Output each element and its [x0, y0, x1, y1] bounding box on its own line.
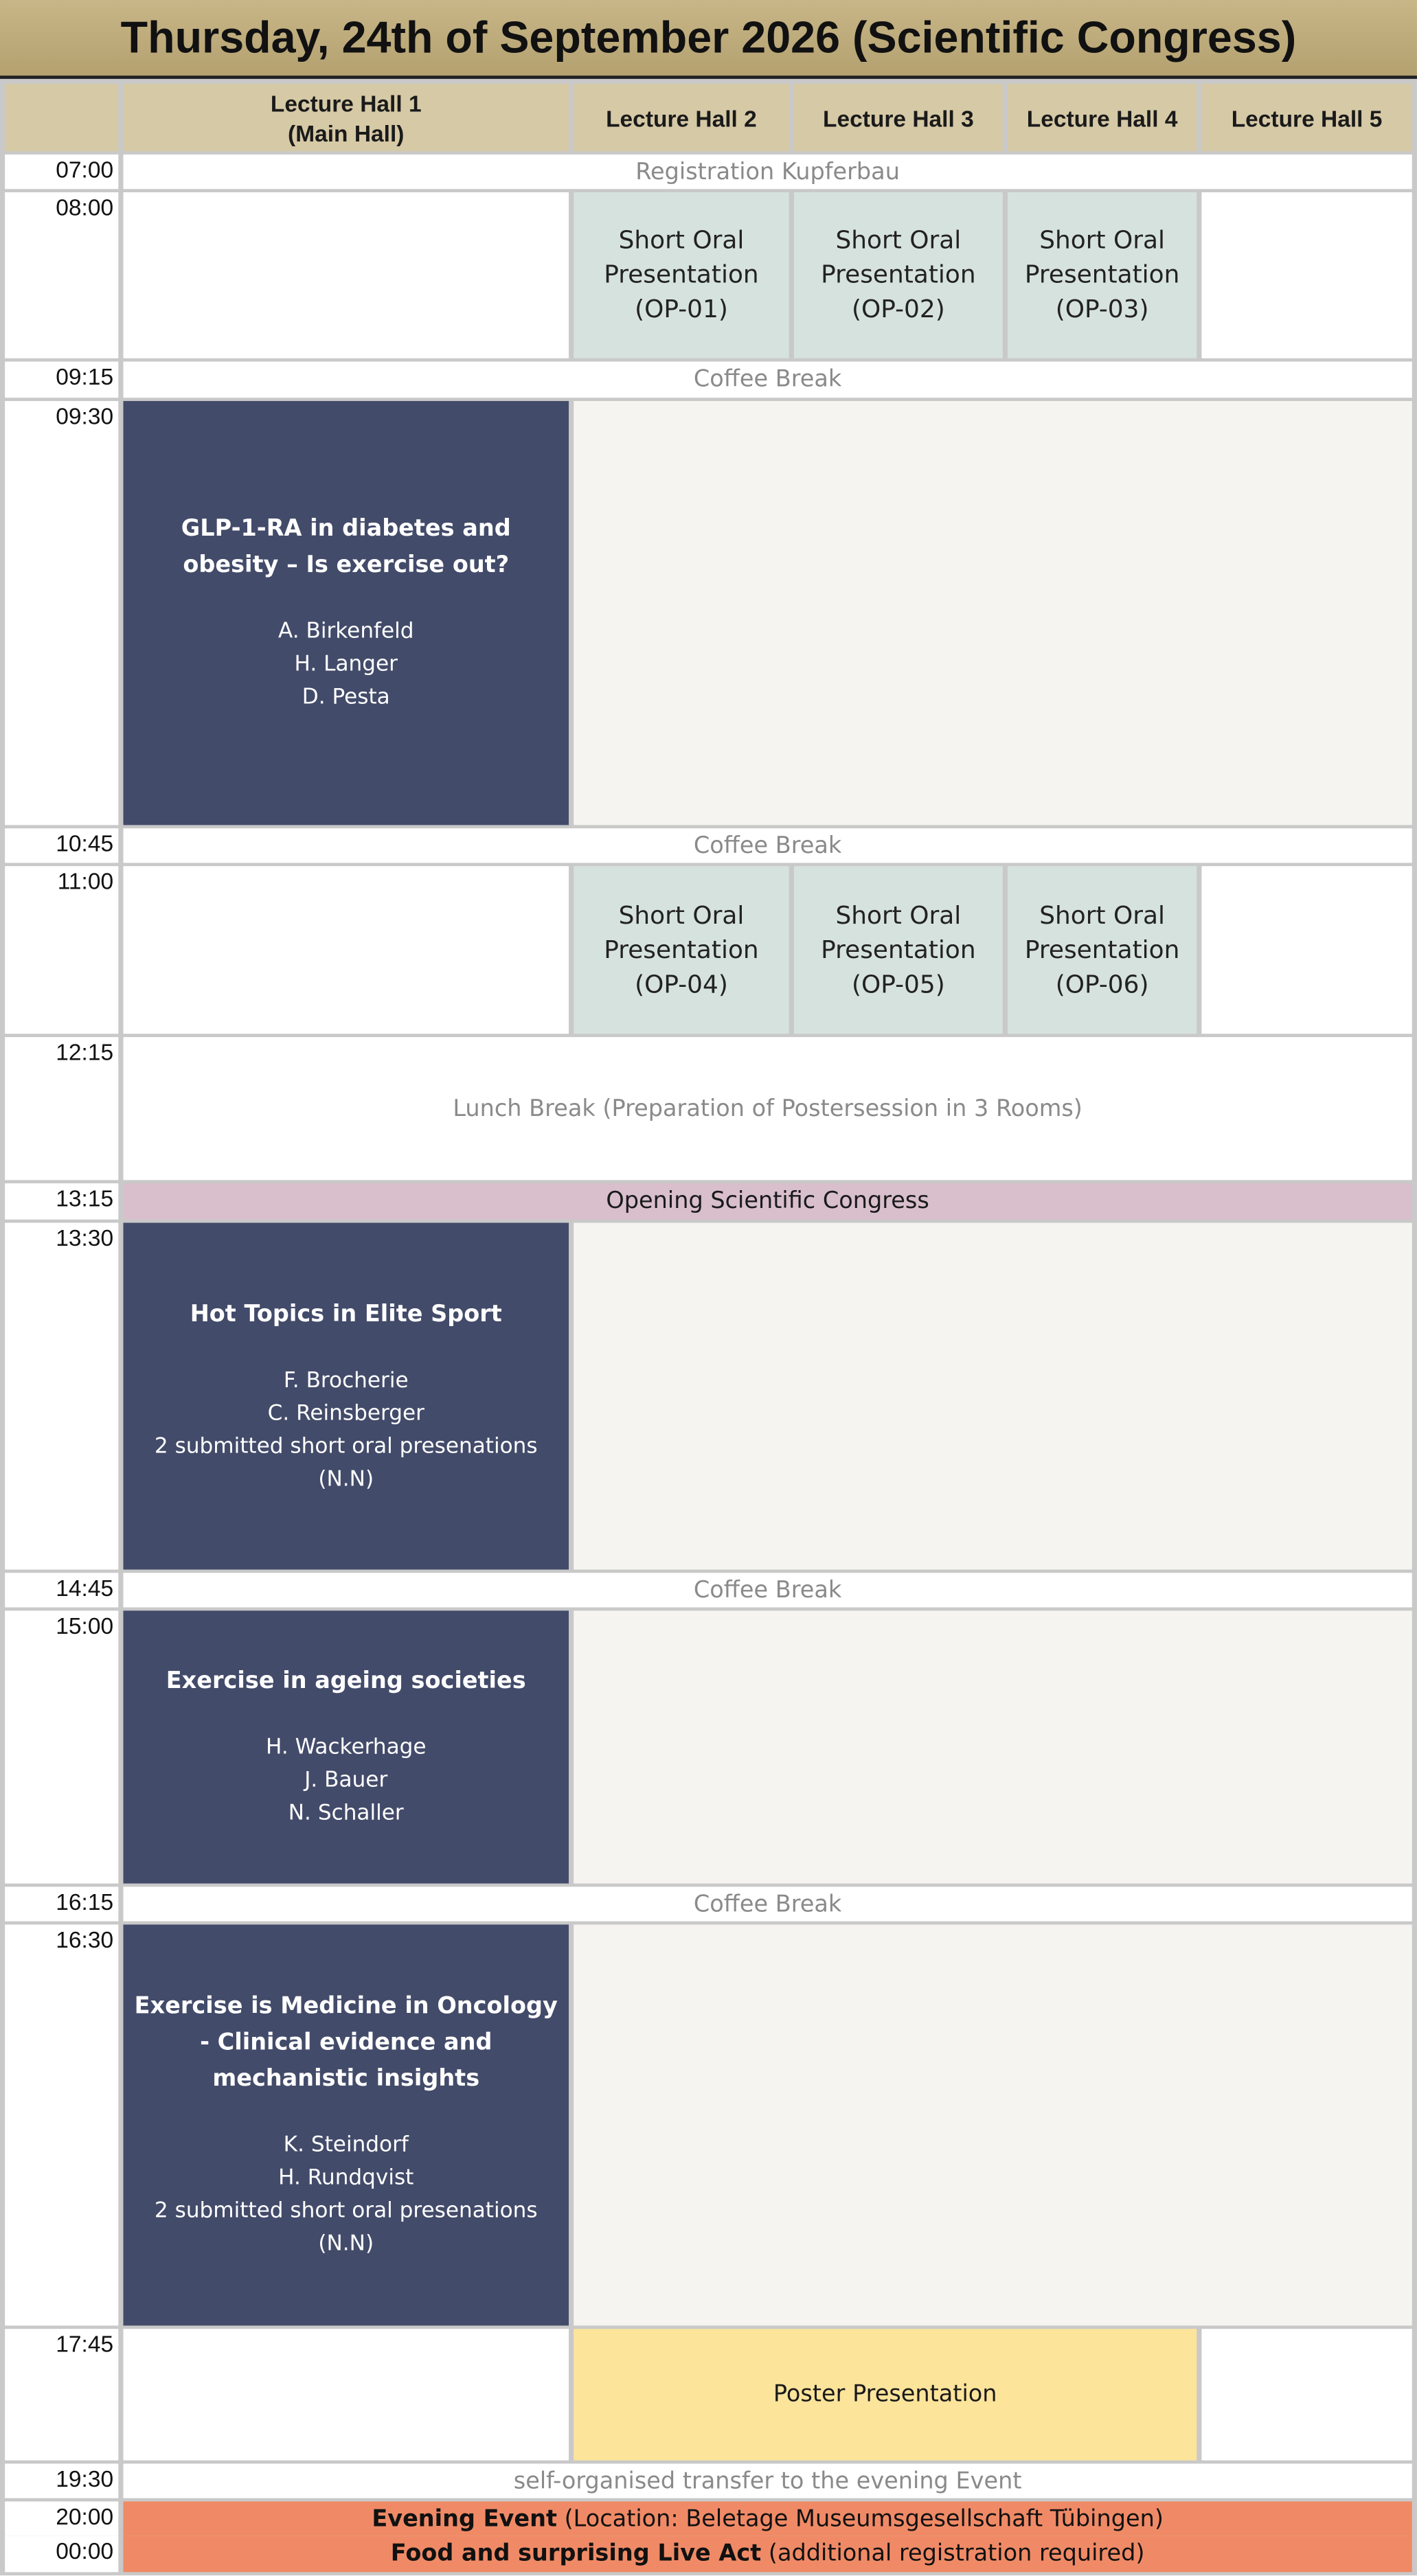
short-oral-line2: Presentation — [604, 934, 759, 964]
session-oncology — [123, 1924, 569, 2325]
session-hot-topics — [123, 1223, 569, 1570]
header-hall-1-name: Lecture Hall 1 — [270, 89, 422, 116]
short-oral-line1: Short Oral — [835, 900, 962, 930]
short-oral-code: (OP-03) — [1055, 294, 1149, 324]
coffee-break-row: Coffee Break — [123, 828, 1412, 863]
time-slot: 10:45 — [5, 828, 118, 863]
registration-note: (additional registration required) — [761, 2540, 1145, 2568]
speaker: H. Wackerhage — [265, 1735, 427, 1761]
page-title: Thursday, 24th of September 2026 (Scientific Congress) — [0, 0, 1417, 79]
short-oral-line2: Presentation — [604, 260, 759, 290]
speaker: F. Brocherie — [283, 1368, 409, 1393]
header-lecture-hall-1 — [123, 84, 569, 151]
speaker: D. Pesta — [302, 685, 390, 710]
short-oral-op-04 — [574, 866, 789, 1034]
time-slot: 19:30 — [5, 2463, 118, 2498]
empty-cell — [574, 1223, 1412, 1570]
time-slot: 00:00 — [5, 2536, 118, 2573]
header-lecture-hall-4: Lecture Hall 4 — [1008, 84, 1197, 151]
short-oral-op-02 — [794, 192, 1003, 358]
speaker: C. Reinsberger — [267, 1401, 424, 1426]
coffee-break-row: Coffee Break — [123, 362, 1412, 398]
speaker: 2 submitted short oral presenations (N.N) — [154, 2199, 538, 2257]
time-slot: 15:00 — [5, 1610, 118, 1883]
time-slot: 09:30 — [5, 401, 118, 825]
lunch-break-row: Lunch Break (Preparation of Postersession in 3 Rooms) — [123, 1037, 1412, 1180]
empty-cell — [574, 1924, 1412, 2325]
short-oral-op-05 — [794, 866, 1003, 1034]
time-slot: 20:00 — [5, 2501, 118, 2535]
transfer-row: self-organised transfer to the evening Event — [123, 2463, 1412, 2498]
food-live-act-label: Food and surprising Live Act — [390, 2540, 762, 2568]
short-oral-op-03 — [1008, 192, 1197, 358]
header-lecture-hall-5: Lecture Hall 5 — [1201, 84, 1412, 151]
coffee-break-row: Coffee Break — [123, 1573, 1412, 1607]
time-slot: 12:15 — [5, 1037, 118, 1180]
speaker: H. Langer — [294, 652, 398, 677]
session-title: GLP-1-RA in diabetes and obesity – Is exercise out? — [181, 516, 511, 579]
time-slot: 11:00 — [5, 866, 118, 1034]
evening-event-location: (Location: Beletage Museumsgesellschaft Tübingen) — [556, 2505, 1164, 2532]
time-slot: 13:30 — [5, 1223, 118, 1570]
session-title: Exercise in ageing societies — [166, 1668, 526, 1695]
opening-row: Opening Scientific Congress — [123, 1183, 1412, 1220]
short-oral-code: (OP-05) — [851, 968, 945, 999]
short-oral-code: (OP-02) — [851, 294, 945, 324]
empty-cell — [1201, 866, 1412, 1034]
short-oral-code: (OP-01) — [635, 294, 728, 324]
short-oral-code: (OP-06) — [1055, 968, 1149, 999]
short-oral-op-06 — [1008, 866, 1197, 1034]
evening-event-label: Evening Event — [372, 2505, 557, 2532]
header-lecture-hall-2: Lecture Hall 2 — [574, 84, 789, 151]
speaker: J. Bauer — [304, 1768, 388, 1793]
time-slot: 09:15 — [5, 362, 118, 398]
session-ageing-societies — [123, 1610, 569, 1883]
empty-cell — [123, 2329, 569, 2460]
speaker: H. Rundqvist — [278, 2166, 414, 2191]
empty-cell — [123, 866, 569, 1034]
empty-cell — [1201, 192, 1412, 358]
time-slot: 14:45 — [5, 1573, 118, 1607]
short-oral-line1: Short Oral — [835, 225, 962, 255]
time-slot: 08:00 — [5, 192, 118, 358]
empty-cell — [574, 401, 1412, 825]
evening-food-row — [123, 2536, 1412, 2573]
speaker: N. Schaller — [288, 1801, 404, 1826]
header-corner — [5, 84, 118, 151]
short-oral-line1: Short Oral — [1039, 225, 1165, 255]
short-oral-line2: Presentation — [1024, 934, 1180, 964]
registration-row: Registration Kupferbau — [123, 155, 1412, 189]
session-title: Exercise is Medicine in Oncology - Clinical evidence and mechanistic insights — [134, 1993, 558, 2093]
empty-cell — [1201, 2329, 1412, 2460]
empty-cell — [574, 1610, 1412, 1883]
time-slot: 16:15 — [5, 1887, 118, 1921]
short-oral-line1: Short Oral — [1039, 900, 1165, 930]
poster-presentation: Poster Presentation — [574, 2329, 1197, 2460]
time-slot: 16:30 — [5, 1924, 118, 2325]
short-oral-code: (OP-04) — [635, 968, 728, 999]
evening-event-row — [123, 2501, 1412, 2535]
short-oral-line2: Presentation — [821, 260, 976, 290]
speaker: A. Birkenfeld — [277, 619, 414, 645]
header-hall-1-subtitle: (Main Hall) — [288, 119, 405, 146]
short-oral-line1: Short Oral — [618, 900, 745, 930]
short-oral-line2: Presentation — [821, 934, 976, 964]
session-glp1-ra — [123, 401, 569, 825]
time-slot: 17:45 — [5, 2329, 118, 2460]
short-oral-op-01 — [574, 192, 789, 358]
time-slot: 07:00 — [5, 155, 118, 189]
session-title: Hot Topics in Elite Sport — [190, 1301, 502, 1327]
header-lecture-hall-3: Lecture Hall 3 — [794, 84, 1003, 151]
coffee-break-row: Coffee Break — [123, 1887, 1412, 1921]
time-slot: 13:15 — [5, 1183, 118, 1220]
short-oral-line1: Short Oral — [618, 225, 745, 255]
speaker: K. Steindorf — [283, 2133, 409, 2158]
empty-cell — [123, 192, 569, 358]
short-oral-line2: Presentation — [1024, 260, 1180, 290]
speaker: 2 submitted short oral presenations (N.N) — [154, 1434, 538, 1492]
